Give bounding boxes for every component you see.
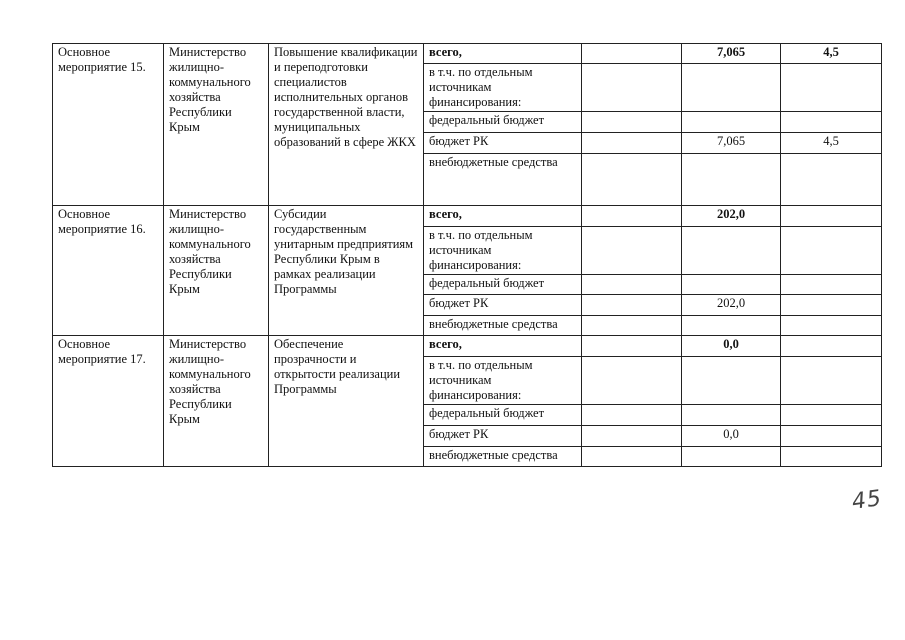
- source-label: в т.ч. по отдельным источникам финансирования:: [424, 357, 582, 405]
- source-label: в т.ч. по отдельным источникам финансирования:: [424, 227, 582, 275]
- value-cell: [781, 357, 882, 405]
- value-cell: 202,0: [682, 206, 781, 227]
- value-cell: [582, 64, 682, 112]
- value-cell: [781, 405, 882, 426]
- value-cell: 0,0: [682, 336, 781, 357]
- value-cell: [781, 154, 882, 206]
- value-cell: [582, 426, 682, 447]
- value-cell: [682, 112, 781, 133]
- value-cell: [582, 206, 682, 227]
- event-cell: Основное мероприятие 15.: [53, 44, 164, 206]
- value-cell: [582, 295, 682, 316]
- value-cell: [682, 405, 781, 426]
- source-label: всего,: [424, 206, 582, 227]
- description-cell: Обеспечение прозрачности и открытости реализации Программы: [269, 336, 424, 467]
- handwritten-page-number: 45: [850, 486, 884, 515]
- source-label: федеральный бюджет: [424, 275, 582, 295]
- table-row: [53, 336, 882, 357]
- value-cell: [682, 357, 781, 405]
- executor-cell: Министерство жилищно-коммунального хозяйства Республики Крым: [164, 206, 269, 336]
- value-cell: 0,0: [682, 426, 781, 447]
- value-cell: 4,5: [781, 133, 882, 154]
- budget-table: [52, 43, 882, 467]
- executor-cell: Министерство жилищно-коммунального хозяйства Республики Крым: [164, 336, 269, 467]
- source-label: бюджет РК: [424, 426, 582, 447]
- source-label: бюджет РК: [424, 133, 582, 154]
- value-cell: [682, 316, 781, 336]
- source-label: всего,: [424, 336, 582, 357]
- value-cell: 4,5: [781, 44, 882, 64]
- description-cell: Субсидии государственным унитарным предприятиям Республики Крым в рамках реализации Программы: [269, 206, 424, 336]
- executor-cell: Министерство жилищно-коммунального хозяйства Республики Крым: [164, 44, 269, 206]
- source-label: в т.ч. по отдельным источникам финансирования:: [424, 64, 582, 112]
- value-cell: 202,0: [682, 295, 781, 316]
- value-cell: [682, 64, 781, 112]
- value-cell: [582, 357, 682, 405]
- value-cell: [682, 154, 781, 206]
- value-cell: 7,065: [682, 44, 781, 64]
- value-cell: [781, 336, 882, 357]
- value-cell: [682, 227, 781, 275]
- value-cell: [582, 133, 682, 154]
- value-cell: [682, 447, 781, 467]
- value-cell: [781, 112, 882, 133]
- value-cell: [582, 227, 682, 275]
- value-cell: [582, 112, 682, 133]
- value-cell: [781, 64, 882, 112]
- value-cell: [781, 275, 882, 295]
- source-label: внебюджетные средства: [424, 316, 582, 336]
- source-label: внебюджетные средства: [424, 154, 582, 206]
- table-row: [53, 44, 882, 64]
- value-cell: [582, 275, 682, 295]
- source-label: бюджет РК: [424, 295, 582, 316]
- value-cell: [781, 316, 882, 336]
- description-cell: Повышение квалификации и переподготовки специалистов исполнительных органов государственной власти, муниципальных образований в сфере ЖКХ: [269, 44, 424, 206]
- value-cell: [582, 336, 682, 357]
- event-cell: Основное мероприятие 16.: [53, 206, 164, 336]
- value-cell: [781, 295, 882, 316]
- value-cell: [781, 206, 882, 227]
- source-label: всего,: [424, 44, 582, 64]
- value-cell: [682, 275, 781, 295]
- value-cell: [582, 405, 682, 426]
- event-cell: Основное мероприятие 17.: [53, 336, 164, 467]
- value-cell: [582, 316, 682, 336]
- value-cell: [781, 227, 882, 275]
- source-label: внебюджетные средства: [424, 447, 582, 467]
- value-cell: 7,065: [682, 133, 781, 154]
- value-cell: [781, 447, 882, 467]
- source-label: федеральный бюджет: [424, 112, 582, 133]
- source-label: федеральный бюджет: [424, 405, 582, 426]
- value-cell: [582, 447, 682, 467]
- value-cell: [582, 44, 682, 64]
- value-cell: [582, 154, 682, 206]
- table-row: [53, 206, 882, 227]
- value-cell: [781, 426, 882, 447]
